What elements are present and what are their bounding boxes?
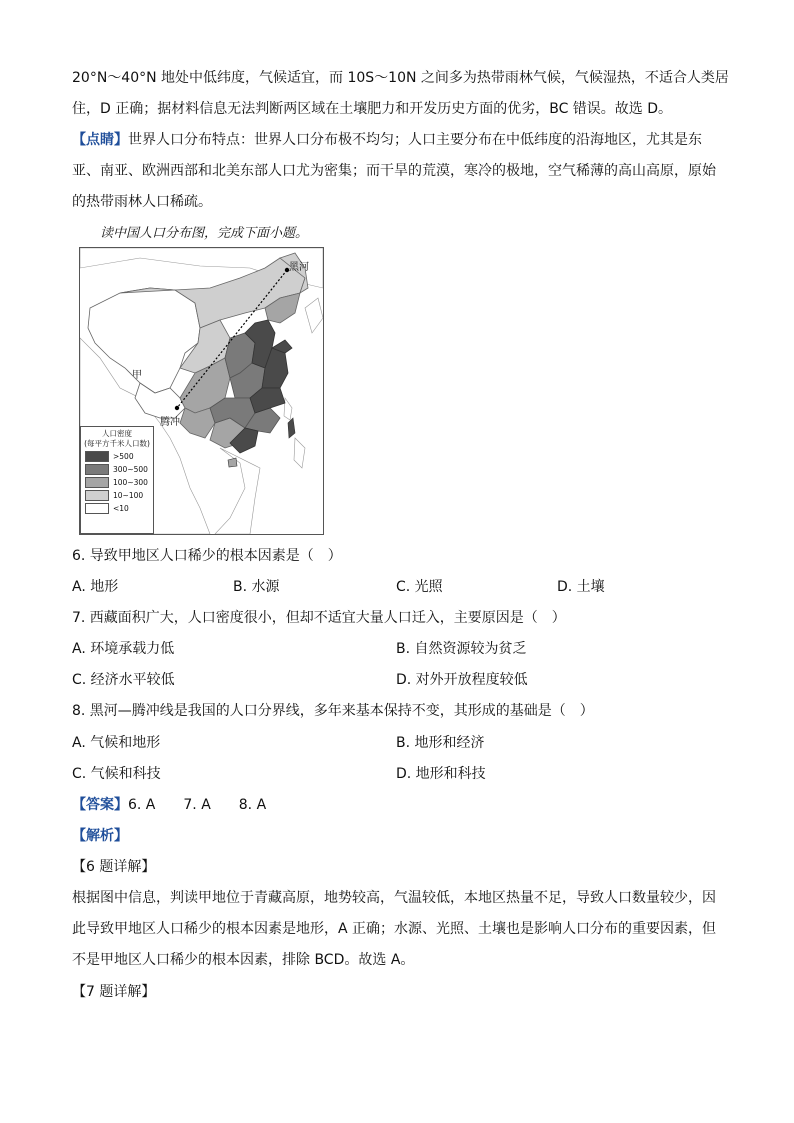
q7-option-a: A. 环境承载力低 bbox=[72, 641, 175, 657]
legend-row bbox=[85, 451, 153, 462]
q7-option-b: B. 自然资源较为贫乏 bbox=[396, 641, 527, 657]
q7-option-c: C. 经济水平较低 bbox=[72, 672, 175, 688]
q6-option-c: C. 光照 bbox=[396, 579, 443, 595]
q6-detail-line-3: 不是甲地区人口稀少的根本因素，排除 BCD。故选 A。 bbox=[72, 952, 415, 968]
legend-title-1: 人口密度 bbox=[102, 429, 132, 438]
legend-swatch bbox=[85, 464, 109, 475]
question-6-stem: 6. 导致甲地区人口稀少的根本因素是（ ） bbox=[72, 548, 342, 564]
tip-line-1 bbox=[72, 130, 702, 150]
figure-caption: 读中国人口分布图，完成下面小题。 bbox=[100, 226, 309, 241]
q6-detail-line-2: 此导致甲地区人口稀少的根本因素是地形，A 正确；水源、光照、土壤也是影响人口分布的重要因素，但 bbox=[72, 921, 717, 937]
legend-label: 100~300 bbox=[113, 477, 148, 487]
q8-option-a: A. 气候和地形 bbox=[72, 735, 161, 751]
legend-label: 10~100 bbox=[113, 490, 144, 500]
legend-swatch bbox=[85, 477, 109, 488]
q6-option-d: D. 土壤 bbox=[557, 579, 605, 595]
tip-line-3: 的热带雨林人口稀疏。 bbox=[72, 194, 212, 210]
label-heihe: 黑河 bbox=[289, 262, 309, 273]
tengchong-point bbox=[175, 406, 179, 410]
legend-row bbox=[85, 477, 153, 488]
map-legend bbox=[80, 426, 154, 534]
legend-swatch bbox=[85, 490, 109, 501]
q8-option-d: D. 地形和科技 bbox=[396, 766, 486, 782]
legend-rows bbox=[85, 451, 153, 514]
q7-option-d: D. 对外开放程度较低 bbox=[396, 672, 528, 688]
answer-label: 【答案】 bbox=[72, 797, 128, 813]
tip-line-2: 亚、南亚、欧洲西部和北美东部人口尤为密集；而干旱的荒漠，寒冷的极地，空气稀薄的高山高原，原始 bbox=[72, 163, 716, 179]
q6-detail-line-1: 根据图中信息，判读甲地位于青藏高原，地势较高，气温较低，本地区热量不足，导致人口数量较少，因 bbox=[72, 890, 716, 906]
q7-detail-label: 【7 题详解】 bbox=[72, 984, 156, 1000]
japan bbox=[305, 298, 323, 333]
tip-label: 【点睛】 bbox=[72, 132, 128, 148]
region-yunnan bbox=[180, 408, 215, 438]
analysis-label: 【解析】 bbox=[72, 828, 128, 844]
q8-option-b: B. 地形和经济 bbox=[396, 735, 485, 751]
legend-row bbox=[85, 503, 153, 514]
q6-option-b: B. 水源 bbox=[233, 579, 280, 595]
region-taiwan bbox=[288, 418, 295, 438]
q6-detail-label: 【6 题详解】 bbox=[72, 859, 156, 875]
q6-option-a: A. 地形 bbox=[72, 579, 119, 595]
question-8-stem: 8. 黑河—腾冲线是我国的人口分界线，多年来基本保持不变，其形成的基础是（ ） bbox=[72, 703, 594, 719]
answer-line bbox=[72, 795, 266, 815]
legend-title-2: (每平方千米人口数) bbox=[84, 439, 150, 448]
legend-row bbox=[85, 490, 153, 501]
legend-label: >500 bbox=[113, 451, 134, 461]
islands bbox=[284, 398, 292, 420]
label-jia: 甲 bbox=[132, 370, 142, 381]
question-7-stem: 7. 西藏面积广大，人口密度很小，但却不适宜大量人口迁入，主要原因是（ ） bbox=[72, 610, 566, 626]
china-population-map bbox=[79, 247, 324, 535]
intro-line-1: 20°N～40°N 地处中低纬度，气候适宜，而 10S～10N 之间多为热带雨林气候，气候湿热，不适合人类居 bbox=[72, 70, 729, 86]
legend-label: 300~500 bbox=[113, 464, 148, 474]
legend-swatch bbox=[85, 451, 109, 462]
region-hainan bbox=[228, 458, 237, 467]
legend-row bbox=[85, 464, 153, 475]
label-tengchong: 腾冲 bbox=[160, 417, 180, 428]
indochina-landmass bbox=[215, 448, 260, 534]
q8-option-c: C. 气候和科技 bbox=[72, 766, 161, 782]
legend-label: <10 bbox=[113, 503, 129, 513]
tip-text-1: 世界人口分布特点：世界人口分布极不均匀；人口主要分布在中低纬度的沿海地区，尤其是东 bbox=[128, 132, 702, 148]
legend-swatch bbox=[85, 503, 109, 514]
philippines bbox=[294, 438, 305, 468]
answer-values: 6. A 7. A 8. A bbox=[128, 797, 267, 813]
intro-line-2: 住，D 正确；据材料信息无法判断两区域在土壤肥力和开发历史方面的优劣，BC 错误。故选 D。 bbox=[72, 101, 673, 117]
